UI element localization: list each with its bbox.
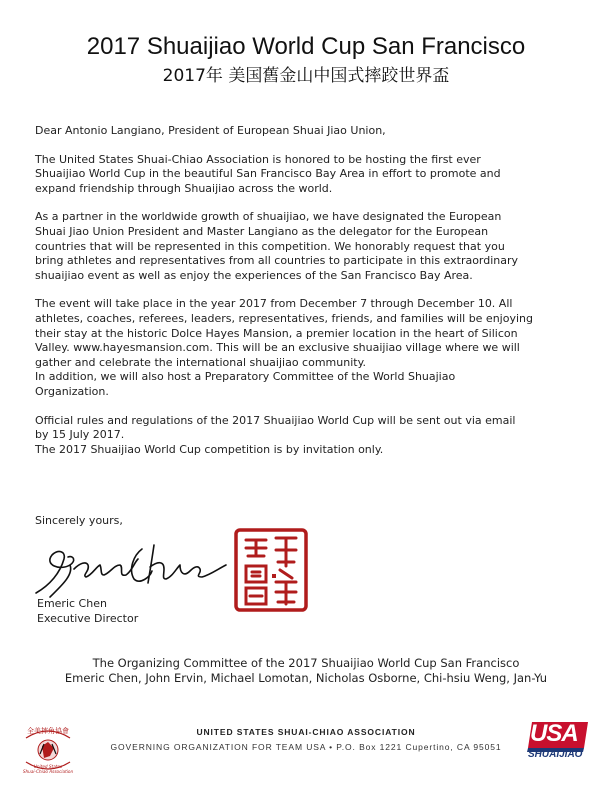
letter-title: 2017 Shuaijiao World Cup San Francisco — [86, 33, 526, 60]
paragraph-3: The event will take place in the year 2017 from December 7 through December 10. All athletes, coaches, referees, leaders, representatives, friends, and families will be enjoying their stay at the historic Dolce Hayes Mansion, a premier location in the heart of Silicon Valley. www.hayesmansion.com. This will be an exclusive shuaijiao village where we will gather and celebrate the international shuaijiao community. In addition, we will also host a Preparatory Committee of the World Shuajiao Organization. — [35, 297, 533, 398]
letter-body — [35, 124, 590, 471]
signer-title: Executive Director — [37, 612, 139, 625]
organizing-committee — [0, 656, 612, 686]
signer-name: Emeric Chen — [37, 597, 107, 610]
committee-members: Emeric Chen, John Ervin, Michael Lomotan, Nicholas Osborne, Chi-hsiu Weng, Jan-Yu — [64, 671, 548, 685]
paragraph-1: The United States Shuai-Chiao Association is honored to be hosting the first ever Shuaijiao World Cup in the beautiful San Francisco Bay Area in effort to promote and expand friendship through Shuaijiao across the world. — [35, 152, 501, 195]
usa-logo-subtext: SHUAIJIAO — [528, 749, 583, 760]
footer-organization-name: UNITED STATES SHUAI-CHIAO ASSOCIATION — [196, 727, 416, 737]
signature — [30, 535, 230, 603]
svg-text:United States: United States — [33, 764, 63, 769]
svg-text:全美摔角協會: 全美摔角協會 — [27, 727, 69, 735]
letter-subtitle-chinese: 2017年 美国舊金山中国式摔跤世界盃 — [162, 66, 450, 86]
svg-text:Shuai-Chiao Association: Shuai-Chiao Association — [22, 769, 74, 774]
paragraph-2: As a partner in the worldwide growth of shuaijiao, we have designated the European Shuai Jiao Union President and Master Langiano as the delegator for the European countries that will be represented in this competition. We honorably request that you bring athletes and representatives from all countries to participate in this extraordinary shuaijiao event as well as enjoy the experiences of the San Francisco Bay Area. — [35, 210, 519, 282]
red-seal-stamp — [232, 526, 310, 614]
signer-block — [37, 596, 138, 626]
usa-logo-text: USA — [530, 720, 578, 747]
salutation: Dear Antonio Langiano, President of European Shuai Jiao Union, — [35, 124, 386, 137]
committee-title: The Organizing Committee of the 2017 Shuaijiao World Cup San Francisco — [92, 656, 520, 670]
footer-address: GOVERNING ORGANIZATION FOR TEAM USA • P.O. Box 1221 Cupertino, CA 95051 — [110, 742, 502, 752]
paragraph-4: Official rules and regulations of the 2017 Shuaijiao World Cup will be sent out via email by 15 July 2017. The 2017 Shuaijiao World Cup competition is by invitation only. — [35, 413, 516, 456]
closing: Sincerely yours, — [35, 514, 123, 527]
